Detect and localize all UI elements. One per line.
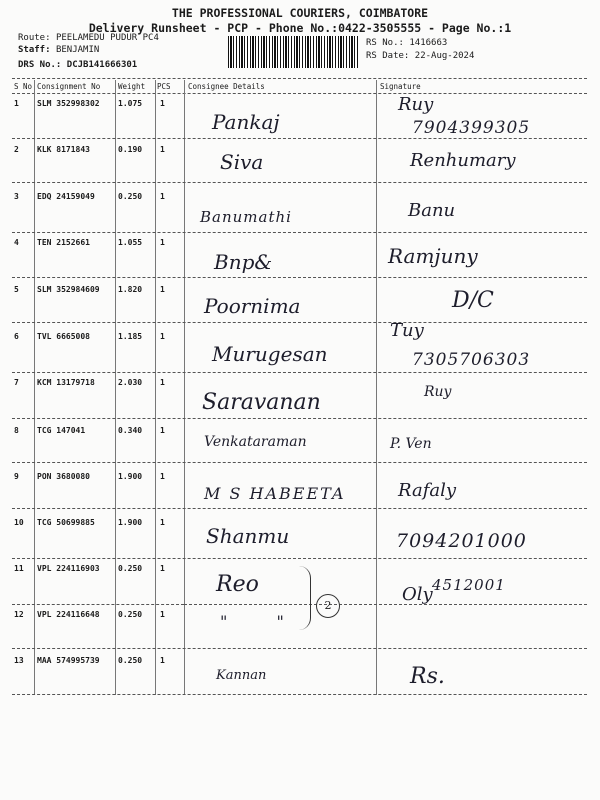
row-11-pcs: 1	[160, 564, 165, 573]
row-2-signature: Renhumary	[410, 150, 516, 171]
row-9-sno: 9	[14, 472, 19, 481]
col-header-sno: S No	[14, 82, 33, 91]
row-3-signature: Banu	[408, 200, 456, 221]
row-11-consignee: Reo	[216, 572, 259, 597]
row-5-sno: 5	[14, 285, 19, 294]
row-6-consignment: TVL 6665008	[37, 332, 90, 341]
circled-annotation: 2	[316, 594, 340, 618]
row-3-consignee: Banumathi	[200, 208, 292, 226]
row-10-pcs: 1	[160, 518, 165, 527]
col-header-pcs: PCS	[157, 82, 171, 91]
barcode	[228, 36, 358, 68]
staff-line	[18, 45, 99, 55]
row-5-consignee: Poornima	[204, 294, 301, 318]
drs-label: DRS No.:	[18, 60, 62, 70]
row-7-consignee: Saravanan	[202, 390, 321, 415]
row-9-pcs: 1	[160, 472, 165, 481]
row-4-signature: Ramjuny	[388, 244, 478, 268]
row-4-weight: 1.055	[118, 238, 143, 247]
row-6-sno: 6	[14, 332, 19, 341]
row-7-pcs: 1	[160, 378, 165, 387]
row-13-weight: 0.250	[118, 656, 143, 665]
row-1-weight: 1.075	[118, 99, 143, 108]
col-header-signature: Signature	[380, 82, 421, 91]
col-divider	[155, 80, 156, 695]
row-rule	[12, 418, 587, 419]
row-5-consignment: SLM 352984609	[37, 285, 100, 294]
grouping-brace	[296, 566, 311, 630]
runsheet-subtitle: Delivery Runsheet - PCP - Phone No.:0422-3505555 - Page No.:1	[88, 21, 512, 35]
row-11-signature: Oly	[402, 584, 433, 605]
row-5-signature: D/C	[452, 288, 494, 313]
row-2-pcs: 1	[160, 145, 165, 154]
row-rule	[12, 372, 587, 373]
row-2-consignment: KLK 8171843	[37, 145, 90, 154]
rs-no-line	[366, 38, 447, 48]
row-rule	[12, 462, 587, 463]
row-11-weight: 0.250	[118, 564, 143, 573]
row-7-sno: 7	[14, 378, 19, 387]
row-5-pcs: 1	[160, 285, 165, 294]
col-divider	[34, 80, 35, 695]
row-3-weight: 0.250	[118, 192, 143, 201]
row-10-phone: 7094201000	[396, 530, 527, 552]
col-header-consignment: Consignment No	[37, 82, 101, 91]
row-10-weight: 1.900	[118, 518, 143, 527]
col-divider	[184, 80, 185, 695]
row-12-consignee: " "	[220, 612, 306, 631]
row-9-consignment: PON 3680080	[37, 472, 90, 481]
row-rule	[12, 558, 587, 559]
row-4-pcs: 1	[160, 238, 165, 247]
row-4-consignee: Bnp&	[214, 250, 273, 274]
row-12-sno: 12	[14, 610, 24, 619]
route-line	[18, 33, 159, 43]
row-6-signature: Tuy	[390, 320, 424, 341]
row-12-consignment: VPL 224116648	[37, 610, 100, 619]
company-title: THE PROFESSIONAL COURIERS, COIMBATORE	[171, 6, 429, 20]
rs-no-label: RS No.:	[366, 38, 404, 48]
row-5-weight: 1.820	[118, 285, 143, 294]
table-bottom-rule	[12, 694, 587, 695]
row-rule	[12, 182, 587, 183]
row-8-consignee: Venkataraman	[204, 434, 307, 450]
row-7-weight: 2.030	[118, 378, 143, 387]
row-13-signature: Rs.	[410, 664, 445, 689]
row-rule	[12, 322, 587, 323]
rs-no-value: 1416663	[409, 38, 448, 48]
row-rule	[12, 277, 587, 278]
row-8-sno: 8	[14, 426, 19, 435]
row-8-consignment: TCG 147041	[37, 426, 86, 435]
row-12-pcs: 1	[160, 610, 165, 619]
row-9-weight: 1.900	[118, 472, 143, 481]
row-8-weight: 0.340	[118, 426, 143, 435]
row-1-sno: 1	[14, 99, 19, 108]
row-13-sno: 13	[14, 656, 24, 665]
row-10-sno: 10	[14, 518, 24, 527]
row-1-signature: Ruy	[398, 94, 434, 115]
row-6-consignee: Murugesan	[212, 342, 328, 366]
row-8-signature: P. Ven	[390, 436, 432, 452]
row-9-consignee: M S HABEETA	[204, 484, 346, 503]
row-13-consignee: Kannan	[216, 668, 267, 683]
row-8-pcs: 1	[160, 426, 165, 435]
rs-date-value: 22-Aug-2024	[414, 51, 475, 61]
row-6-weight: 1.185	[118, 332, 143, 341]
row-6-pcs: 1	[160, 332, 165, 341]
row-1-consignee: Pankaj	[212, 110, 280, 134]
rs-date-label: RS Date:	[366, 51, 410, 61]
staff-value: BENJAMIN	[55, 45, 100, 55]
row-3-consignment: EDQ 24159049	[37, 192, 95, 201]
row-11-consignment: VPL 224116903	[37, 564, 100, 573]
row-4-sno: 4	[14, 238, 19, 247]
row-1-consignment: SLM 352998302	[37, 99, 100, 108]
row-2-weight: 0.190	[118, 145, 143, 154]
row-12-weight: 0.250	[118, 610, 143, 619]
row-rule	[12, 232, 587, 233]
row-rule	[12, 648, 587, 649]
row-13-pcs: 1	[160, 656, 165, 665]
header-rule	[12, 93, 587, 94]
row-7-signature: Ruy	[424, 384, 452, 400]
row-7-consignment: KCM 13179718	[37, 378, 95, 387]
row-10-consignee: Shanmu	[206, 524, 290, 548]
row-rule	[184, 604, 587, 605]
row-9-signature: Rafaly	[398, 480, 457, 501]
rs-date-line	[366, 51, 474, 61]
drs-value: DCJB141666301	[66, 60, 138, 70]
row-11-sno: 11	[14, 564, 24, 573]
row-rule	[12, 138, 587, 139]
col-header-weight: Weight	[118, 82, 146, 91]
row-1-pcs: 1	[160, 99, 165, 108]
col-divider	[376, 80, 377, 695]
row-6-phone: 7305706303	[412, 350, 531, 370]
table-top-rule	[12, 78, 587, 79]
row-4-consignment: TEN 2152661	[37, 238, 90, 247]
drs-line	[18, 60, 137, 70]
row-11-phone: 4512001	[432, 576, 506, 594]
row-10-consignment: TCG 50699885	[37, 518, 95, 527]
row-1-phone: 7904399305	[412, 118, 531, 138]
col-divider	[115, 80, 116, 695]
route-value: PEELAMEDU PUDUR PC4	[55, 33, 159, 43]
staff-label: Staff:	[18, 45, 51, 55]
row-2-sno: 2	[14, 145, 19, 154]
route-label: Route:	[18, 33, 51, 43]
row-13-consignment: MAA 574995739	[37, 656, 100, 665]
col-header-consignee: Consignee Details	[188, 82, 265, 91]
row-rule	[12, 508, 587, 509]
row-2-consignee: Siva	[220, 150, 264, 174]
row-3-sno: 3	[14, 192, 19, 201]
row-3-pcs: 1	[160, 192, 165, 201]
row-rule	[12, 604, 184, 605]
